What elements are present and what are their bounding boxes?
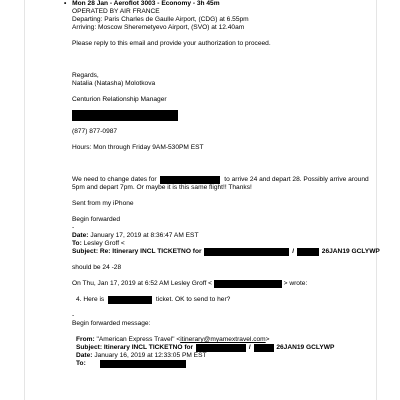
begin-forwarded-message: Begin forwarded message: bbox=[72, 320, 151, 327]
operated-by: OPERATED BY AIR FRANCE bbox=[72, 8, 160, 15]
redaction-block bbox=[160, 176, 220, 184]
redaction-block bbox=[108, 296, 152, 304]
phone-number: (877) 877-0987 bbox=[72, 128, 118, 135]
flight-header bbox=[64, 0, 220, 8]
fwd1-date: Date: January 17, 2019 at 8:36:47 AM EST bbox=[72, 232, 199, 239]
fwd2-to: To: bbox=[76, 360, 186, 368]
intro-text: Please reply to this email and provide your authorization to proceed. bbox=[72, 40, 271, 47]
sent-from-text: Sent from my iPhone bbox=[72, 200, 134, 207]
dash: - bbox=[72, 312, 75, 319]
redaction-block bbox=[100, 360, 186, 368]
redaction-block bbox=[72, 110, 178, 121]
redaction-block bbox=[196, 344, 246, 352]
arriving-line: Arriving: Moscow Sheremetyevo Airport, (SVO) at 12.40am bbox=[72, 24, 245, 31]
fwd1-subject: Subject: Re: Itinerary INCL TICKETNO for / 26JAN19 GCLYWP bbox=[72, 248, 380, 255]
redaction-block bbox=[214, 280, 282, 288]
office-hours: Hours: Mon through Friday 9AM-530PM EST bbox=[72, 144, 204, 151]
redaction-block bbox=[297, 248, 319, 256]
redaction-block bbox=[254, 344, 274, 352]
fwd1-to: To: Lesley Groff < bbox=[72, 240, 125, 247]
change-request-line2: 5pm and depart 7pm. Or maybe it is this same flight!! Thanks! bbox=[72, 184, 252, 191]
signer-title: Centurion Relationship Manager bbox=[72, 96, 167, 103]
bullet: • bbox=[64, 0, 67, 7]
flight-title: Mon 28 Jan - Aeroflot 3003 - Economy - 3h 45m bbox=[72, 0, 220, 7]
fwd2-date: Date: January 16, 2019 at 12:33:05 PM EST bbox=[76, 352, 207, 359]
regards-text: Regards, bbox=[72, 72, 99, 79]
change-request-line1: We need to change dates for to arrive 24 and depart 28. Possibly arrive around bbox=[72, 176, 369, 183]
quote-body: 4. Here is ticket. OK to send to her? bbox=[76, 296, 231, 303]
dash: - bbox=[72, 224, 75, 231]
signer-name: Natalia (Natasha) Molotkova bbox=[72, 80, 156, 87]
fwd2-subject: Subject: Itinerary INCL TICKETNO for / 26JAN19 GCLYWP bbox=[76, 344, 335, 351]
departing-line: Departing: Paris Charles de Gaulle Airport, (CDG) at 6.55pm bbox=[72, 16, 249, 23]
redaction-block bbox=[204, 248, 289, 256]
begin-forwarded: Begin forwarded bbox=[72, 216, 121, 223]
fwd2-from: From: "American Express Travel" <itinerary@myamextravel.com> bbox=[76, 336, 270, 343]
quote-header: On Thu, Jan 17, 2019 at 6:52 AM Lesley Groff < > wrote: bbox=[72, 280, 308, 287]
should-be-text: should be 24 -28 bbox=[72, 264, 122, 271]
from-email-link[interactable]: itinerary@myamextravel.com bbox=[180, 336, 266, 343]
